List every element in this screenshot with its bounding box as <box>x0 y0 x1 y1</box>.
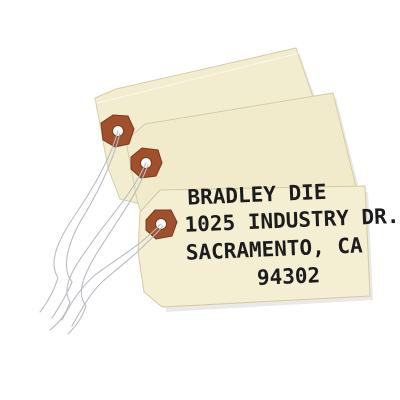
address-line-name: BRADLEY DIE <box>186 179 327 210</box>
address-line-street: 1025 INDUSTRY DR. <box>184 203 400 237</box>
tag-front-reinforcement <box>146 210 177 239</box>
address-line-city: SACRAMENTO, CA <box>185 233 364 265</box>
address-line-zip: 94302 <box>256 263 321 290</box>
